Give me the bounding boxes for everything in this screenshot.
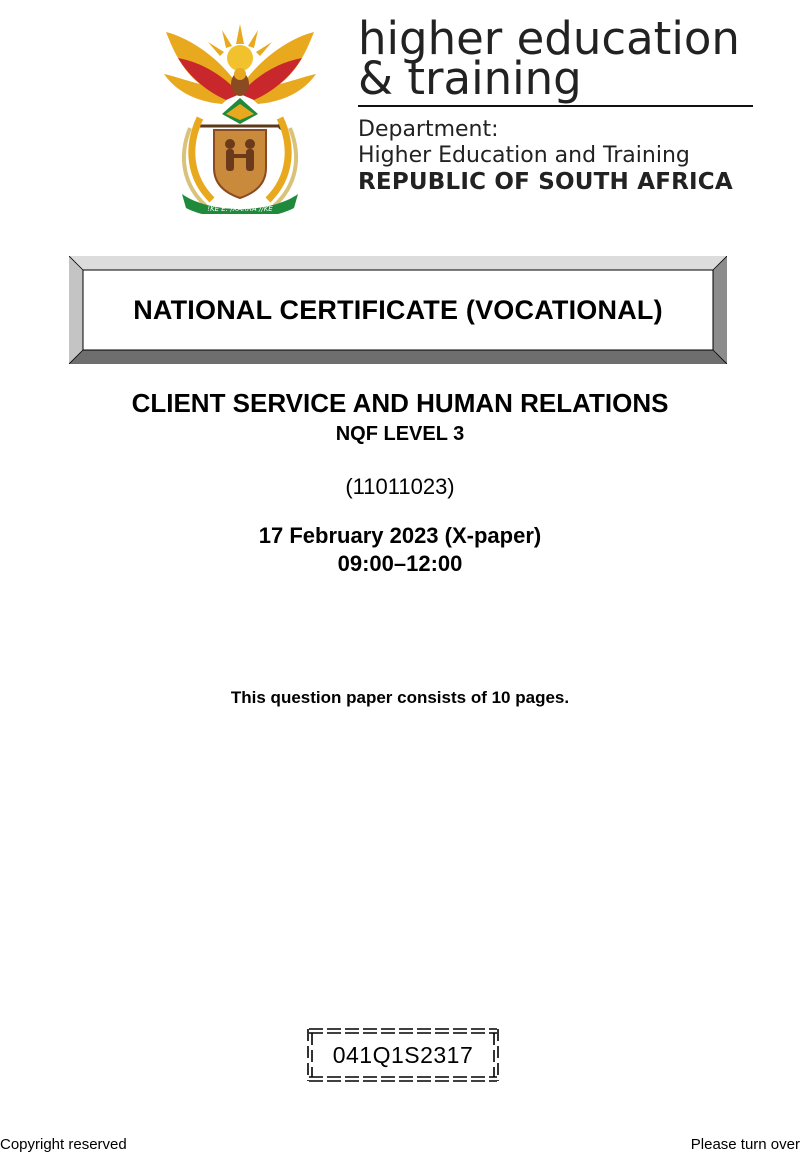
dept-name: Higher Education and Training: [358, 143, 690, 168]
exam-date: 17 February 2023 (X-paper): [258, 523, 542, 548]
wordmark-divider: [358, 105, 753, 107]
dept-country: REPUBLIC OF SOUTH AFRICA: [358, 169, 733, 195]
certificate-title: NATIONAL CERTIFICATE (VOCATIONAL): [133, 294, 663, 325]
subject-code: (11011023): [345, 474, 455, 499]
dept-wordmark-line2: & training: [358, 52, 582, 105]
dept-label: Department:: [358, 117, 499, 142]
footer-turn-over: Please turn over: [690, 1136, 800, 1153]
dept-wordmark-line1: higher education: [358, 12, 740, 65]
page-count-note: This question paper consists of 10 pages.: [230, 688, 570, 707]
exam-time: 09:00–12:00: [337, 551, 463, 576]
svg-text:!KE E: /XARRA //KE: !KE E: /XARRA //KE: [207, 205, 273, 213]
footer-copyright: Copyright reserved: [0, 1136, 127, 1153]
nqf-level: NQF LEVEL 3: [335, 423, 465, 445]
subject-name: CLIENT SERVICE AND HUMAN RELATIONS: [131, 388, 669, 418]
paper-code: 041Q1S2317: [332, 1041, 474, 1068]
coat-of-arms-logo: [160, 18, 320, 214]
